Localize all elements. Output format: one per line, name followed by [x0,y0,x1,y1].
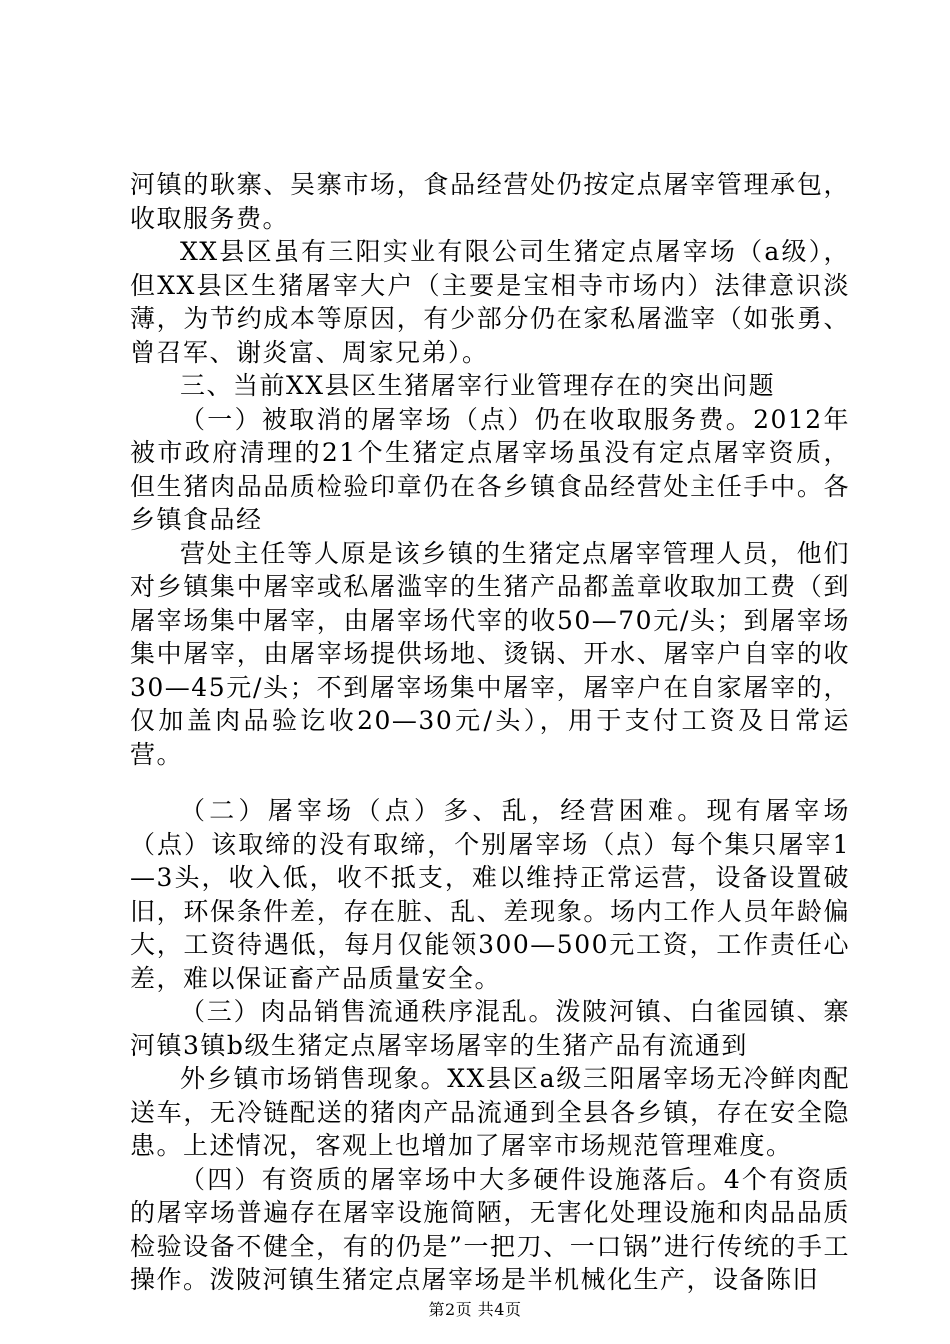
document-body [130,168,850,1297]
paragraph-slaughterhouse-status: XX县区虽有三阳实业有限公司生猪定点屠宰场（a级），但XX县区生猪屠宰大户（主要是宝相寺市场内）法律意识淡薄，为节约成本等原因，有少部分仍在家私屠滥宰（如张勇、曾召军、谢炎富、周家兄弟）。 [130,237,850,367]
paragraph-issue-1: （一）被取消的屠宰场（点）仍在收取服务费。2012年被市政府清理的21个生猪定点屠宰场虽没有定点屠宰资质，但生猪肉品品质检验印章仍在各乡镇食品经营处主任手中。各乡镇食品经 [130,404,850,534]
paragraph-continuation: 河镇的耿寨、吴寨市场，食品经营处仍按定点屠宰管理承包，收取服务费。 [130,170,850,233]
page-number-footer: 第2页 共4页 [428,1300,522,1319]
section-heading-3: 三、当前XX县区生猪屠宰行业管理存在的突出问题 [180,371,776,400]
paragraph-issue-3: （三）肉品销售流通秩序混乱。泼陂河镇、白雀园镇、寨河镇3镇b级生猪定点屠宰场屠宰的生猪产品有流通到 [130,997,850,1060]
paragraph-issue-1-continued: 营处主任等人原是该乡镇的生猪定点屠宰管理人员，他们对乡镇集中屠宰或私屠滥宰的生猪产品都盖章收取加工费（到屠宰场集中屠宰，由屠宰场代宰的收50—70元/头；到屠宰场集中屠宰，由屠宰场提供场地、烫锅、开水、屠宰户自宰的收30—45元/头；不到屠宰场集中屠宰，屠宰户在自家屠宰的，仅加盖肉品验讫收20—30元/头），用于支付工资及日常运营。 [130,538,850,769]
paragraph-issue-2: （二）屠宰场（点）多、乱，经营困难。现有屠宰场（点）该取缔的没有取缔，个别屠宰场（点）每个集只屠宰1—3头，收入低，收不抵支，难以维持正常运营，设备设置破旧，环保条件差，存在脏、乱、差现象。场内工作人员年龄偏大，工资待遇低，每月仅能领300—500元工资，工作责任心差，难以保证畜产品质量安全。 [130,796,850,993]
paragraph-issue-4: （四）有资质的屠宰场中大多硬件设施落后。4个有资质的屠宰场普遍存在屠宰设施简陋，无害化处理设施和肉品品质检验设备不健全，有的仍是”一把刀、一口锅”进行传统的手工操作。泼陂河镇生猪定点屠宰场是半机械化生产，设备陈旧 [130,1164,850,1294]
paragraph-issue-3-continued: 外乡镇市场销售现象。XX县区a级三阳屠宰场无冷鲜肉配送车，无冷链配送的猪肉产品流通到全县各乡镇，存在安全隐患。上述情况，客观上也增加了屠宰市场规范管理难度。 [130,1064,850,1160]
